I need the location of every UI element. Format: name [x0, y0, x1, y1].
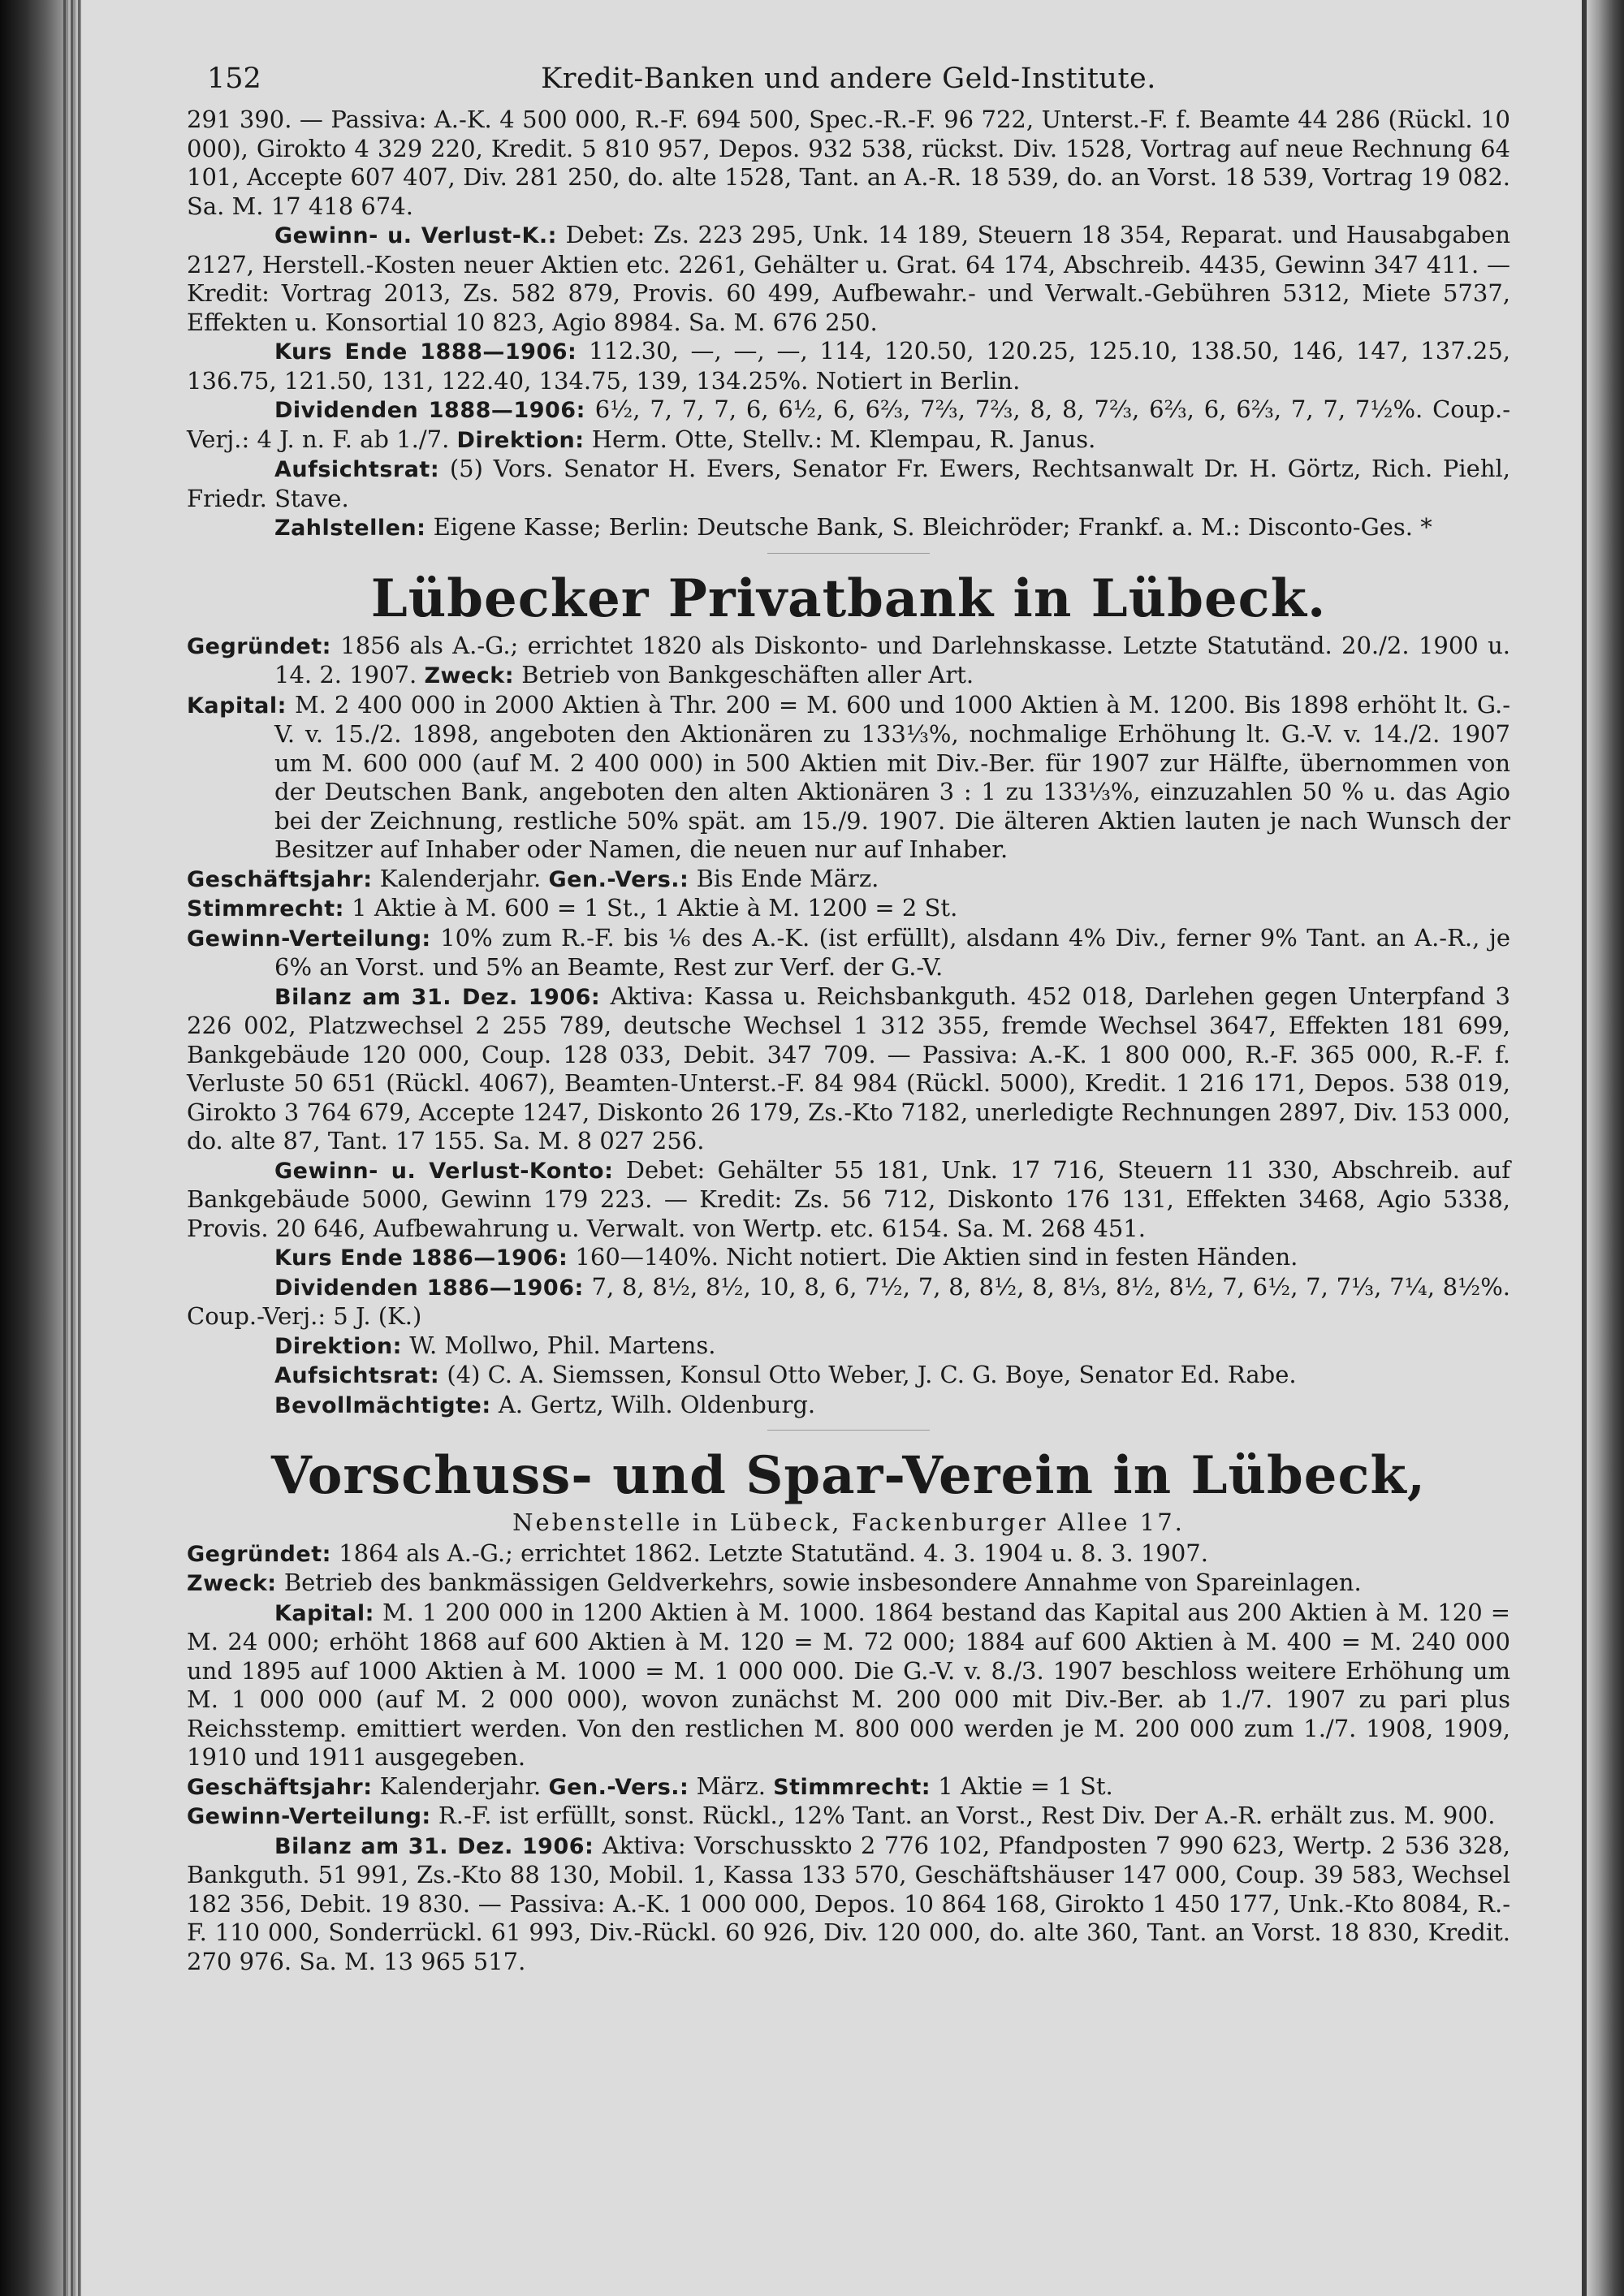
- profit-loss-account: Gewinn- u. Verlust-Konto: Debet: Gehälter 55 181, Unk. 17 716, Steuern 11 330, Abschreib. auf Bankgebäude 5000, Gewinn 179 223. — Kredit: Zs. 56 712, Diskonto 176 131, Effekten 3468, Agio 5338, Provis. 20 646, Aufbewahrung u. Verwalt. von Wertp. etc. 6154. Sa. M. 268 451.: [187, 1155, 1511, 1242]
- scan-binding-fold: [63, 0, 81, 2296]
- prev-supervisory-board: Aufsichtsrat: (5) Vors. Senator H. Evers, Senator Fr. Ewers, Rechtsanwalt Dr. H. Görtz, Rich. Piehl, Friedr. Stave.: [187, 455, 1510, 512]
- management: Direktion: W. Mollwo, Phil. Martens.: [274, 1331, 716, 1359]
- profit-distribution: Gewinn-Verteilung: 10% zum R.-F. bis ⅙ des A.-K. (ist erfüllt), alsdann 4% Div., ferner 9% Tant. an A.-R., je 6% an Vorst. und 5% an Beamte, Rest zur Verf. der G.-V.: [187, 923, 1510, 981]
- section-divider: [767, 553, 930, 554]
- bank-entry-luebecker-privatbank: [187, 570, 1510, 1421]
- fiscal-year: Geschäftsjahr: Kalenderjahr. Gen.-Vers.: Bis Ende März.: [187, 864, 879, 892]
- document-page: [187, 57, 1510, 1976]
- prev-profit-loss: Gewinn- u. Verlust-K.: Debet: Zs. 223 295, Unk. 14 189, Steuern 18 354, Reparat. und Hausabgaben 2127, Herstell.-Kosten neuer Aktien etc. 2261, Gehälter u. Grat. 64 174, Abschreib. 4435, Gewinn 347 411. — Kredit: Vortrag 2013, Zs. 582 879, Provis. 60 499, Aufbewahr.- und Verwalt.-Gebühren 5312, Miete 5737, Effekten u. Konsortial 10 823, Agio 8984. Sa. M. 676 250.: [187, 221, 1511, 336]
- founded: Gegründet: 1856 als A.-G.; errichtet 1820 als Diskonto- und Darlehnskasse. Letzte Statutänd. 20./2. 1900 u. 14. 2. 1907. Zweck: Betrieb von Bankgeschäften aller Art.: [187, 631, 1510, 688]
- prev-course: Kurs Ende 1888—1906: 112.30, —, —, —, 114, 120.50, 120.25, 125.10, 138.50, 146, 147, 137.25, 136.75, 121.50, 131, 122.40, 134.75, 139, 134.25%. Notiert in Berlin.: [187, 337, 1510, 395]
- balance-sheet: Bilanz am 31. Dez. 1906: Aktiva: Vorschusskto 2 776 102, Pfandposten 7 990 623, Wertp. 2 536 328, Bankguth. 51 991, Zs.-Kto 88 130, Mobil. 1, Kassa 133 570, Geschäftshäuser 147 000, Coup. 39 583, Wechsel 182 356, Debit. 19 830. — Passiva: A.-K. 1 000 000, Depos. 10 864 168, Girokto 1 450 177, Unk.-Kto 8084, R.-F. 110 000, Sonderrückl. 61 993, Div.-Rückl. 60 926, Div. 120 000, do. alte 360, Tant. an Vorst. 18 830, Kredit. 270 976. Sa. M. 13 965 517.: [187, 1831, 1510, 1975]
- fiscal-year: Geschäftsjahr: Kalenderjahr. Gen.-Vers.: März. Stimmrecht: 1 Aktie = 1 St.: [187, 1772, 1113, 1800]
- authorized-signatories: Bevollmächtigte: A. Gertz, Wilh. Oldenburg.: [274, 1390, 816, 1418]
- capital: Kapital: M. 1 200 000 in 1200 Aktien à M. 1000. 1864 bestand das Kapital aus 200 Aktien à M. 120 = M. 24 000; erhöht 1868 auf 600 Aktien à M. 120 = M. 72 000; 1884 auf 600 Aktien à M. 400 = M. 240 000 und 1895 auf 1000 Aktien à M. 1000 = M. 1 000 000. Die G.-V. v. 8./3. 1907 beschloss weitere Erhöhung um M. 1 000 000 (auf M. 2 000 000), wovon zunächst M. 200 000 mit Div.-Ber. ab 1./7. 1907 zu pari plus Reichsstemp. emittiert werden. Von den restlichen M. 800 000 werden je M. 200 000 zum 1./7. 1908, 1909, 1910 und 1911 ausgegeben.: [187, 1598, 1511, 1771]
- prev-paying-agents: Zahlstellen: Eigene Kasse; Berlin: Deutsche Bank, S. Bleichröder; Frankf. a. M.: Disconto-Ges. *: [274, 513, 1432, 541]
- supervisory-board: Aufsichtsrat: (4) C. A. Siemssen, Konsul Otto Weber, J. C. G. Boye, Senator Ed. Rabe.: [274, 1361, 1297, 1388]
- page-number: 152: [207, 63, 261, 95]
- balance-sheet: Bilanz am 31. Dez. 1906: Aktiva: Kassa u. Reichsbankguth. 452 018, Darlehen gegen Unterpfand 3 226 002, Platzwechsel 2 255 789, deutsche Wechsel 1 312 355, fremde Wechsel 3647, Effekten 181 699, Bankgebäude 120 000, Coup. 128 033, Debit. 347 709. — Passiva: A.-K. 1 800 000, R.-F. 365 000, R.-F. f. Verluste 50 651 (Rückl. 4067), Beamten-Unterst.-F. 84 984 (Rückl. 5000), Kredit. 1 216 171, Depos. 538 019, Girokto 3 764 679, Accepte 1247, Diskonto 26 179, Zs.-Kto 7182, unerledigte Rechnungen 2897, Div. 153 000, do. alte 87, Tant. 17 155. Sa. M. 8 027 256.: [187, 982, 1511, 1154]
- section-divider: [767, 1430, 930, 1431]
- scan-right-edge-shadow: [1585, 0, 1624, 2296]
- purpose: Zweck: Betrieb des bankmässigen Geldverkehrs, sowie insbesondere Annahme von Spareinlagen.: [187, 1569, 1362, 1596]
- dividends: Dividenden 1886—1906: 7, 8, 8½, 8½, 10, 8, 6, 7½, 7, 8, 8½, 8, 8⅓, 8½, 8½, 7, 6½, 7, 7⅓, 7¼, 8½%. Coup.-Verj.: 5 J. (K.): [187, 1272, 1511, 1330]
- prev-dividends: Dividenden 1888—1906: 6½, 7, 7, 7, 6, 6½, 6, 6⅔, 7⅔, 7⅔, 8, 8, 7⅔, 6⅔, 6, 6⅔, 7, 7, 7½%. Coup.-Verj.: 4 J. n. F. ab 1./7. Direktion: Herm. Otte, Stellv.: M. Klempau, R. Janus.: [187, 395, 1511, 453]
- running-header: [187, 57, 1510, 106]
- bank-subtitle: Nebenstelle in Lübeck, Fackenburger Allee 17.: [512, 1508, 1185, 1536]
- bank-title: Lübecker Privatbank in Lübeck.: [370, 568, 1327, 629]
- prev-balance-passiva: 291 390. — Passiva: A.-K. 4 500 000, R.-F. 694 500, Spec.-R.-F. 96 722, Unterst.-F. f. Beamte 44 286 (Rückl. 10 000), Girokto 4 329 220, Kredit. 5 810 957, Depos. 932 538, rückst. Div. 1528, Vortrag auf neue Rechnung 64 101, Accepte 607 407, Div. 281 250, do. alte 1528, Tant. an A.-R. 18 539, do. an Vorst. 18 539, Vortrag 19 082. Sa. M. 17 418 674.: [187, 106, 1510, 220]
- founded: Gegründet: 1864 als A.-G.; errichtet 1862. Letzte Statutänd. 4. 3. 1904 u. 8. 3. 1907.: [187, 1539, 1208, 1567]
- profit-distribution: Gewinn-Verteilung: R.-F. ist erfüllt, sonst. Rückl., 12% Tant. an Vorst., Rest Div. Der A.-R. erhält zus. M. 900.: [187, 1802, 1496, 1829]
- bank-entry-vorschuss-spar-verein: [187, 1447, 1510, 1976]
- previous-entry-continuation: [187, 106, 1510, 543]
- running-title: Kredit-Banken und andere Geld-Institute.: [541, 63, 1156, 95]
- scan-right-edge-line: [1582, 0, 1587, 2296]
- capital: Kapital: M. 2 400 000 in 2000 Aktien à Thr. 200 = M. 600 und 1000 Aktien à M. 1200. Bis 1898 erhöht lt. G.-V. v. 15./2. 1898, angeboten den Aktionären zu 133⅓%, nochmalige Erhöhung lt. G.-V. v. 14./2. 1907 um M. 600 000 (auf M. 2 400 000) in 500 Aktien mit Div.-Ber. für 1907 zur Hälfte, übernommen von der Deutschen Bank, angeboten den alten Aktionären 3 : 1 zu 133⅓%, einzuzahlen 50 % u. das Agio bei der Zeichnung, restliche 50% spät. am 15./9. 1907. Die älteren Aktien lauten je nach Wunsch der Besitzer auf Inhaber oder Namen, die neuen nur auf Inhaber.: [187, 690, 1510, 863]
- voting-rights: Stimmrecht: 1 Aktie à M. 600 = 1 St., 1 Aktie à M. 1200 = 2 St.: [187, 894, 958, 921]
- share-price: Kurs Ende 1886—1906: 160—140%. Nicht notiert. Die Aktien sind in festen Händen.: [274, 1243, 1298, 1271]
- bank-title: Vorschuss- und Spar-Verein in Lübeck,: [270, 1445, 1427, 1506]
